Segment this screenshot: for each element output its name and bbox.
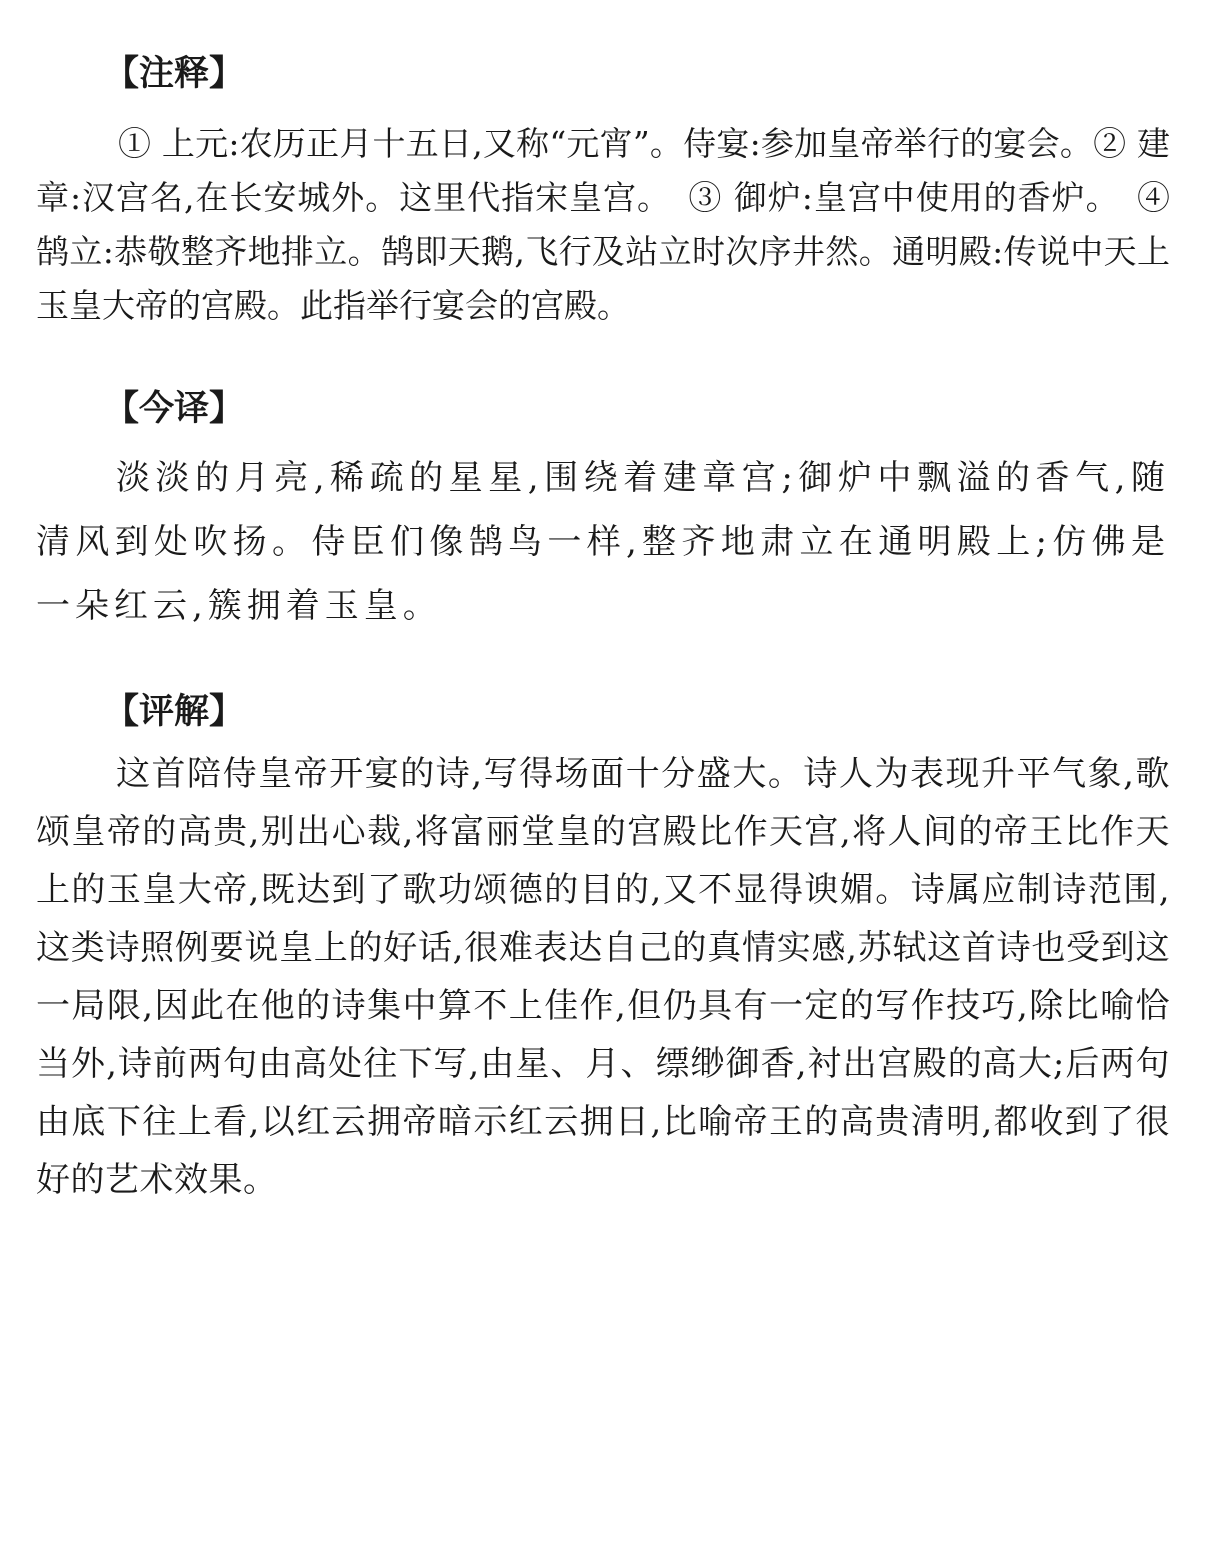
commentary-heading: 【评解】 xyxy=(104,691,245,732)
translation-section xyxy=(36,388,1170,638)
notes-text: ① 上元:农历正月十五日,又称“元宵”。侍宴:参加皇帝举行的宴会。② 建章:汉宫名,在长安城外。这里代指宋皇宫。 ③ 御炉:皇宫中使用的香炉。 ④ 鹄立:恭敬整齐地排立。鹄即天鹅,飞行及站立时次序井然。通明殿:传说中天上玉皇大帝的宫殿。此指举行宴会的宫殿。 xyxy=(36,124,1170,325)
notes-section xyxy=(36,53,1170,333)
commentary-section xyxy=(36,691,1170,1209)
document-page xyxy=(36,53,1170,1209)
translation-heading: 【今译】 xyxy=(104,388,245,429)
commentary-text: 这首陪侍皇帝开宴的诗,写得场面十分盛大。诗人为表现升平气象,歌颂皇帝的高贵,别出心裁,将富丽堂皇的宫殿比作天宫,将人间的帝王比作天上的玉皇大帝,既达到了歌功颂德的目的,又不显得谀媚。诗属应制诗范围,这类诗照例要说皇上的好话,很难表达自己的真情实感,苏轼这首诗也受到这一局限,因此在他的诗集中算不上佳作,但仍具有一定的写作技巧,除比喻恰当外,诗前两句由高处往下写,由星、月、缥缈御香,衬出宫殿的高大;后两句由底下往上看,以红云拥帝暗示红云拥日,比喻帝王的高贵清明,都收到了很好的艺术效果。 xyxy=(36,754,1170,1200)
notes-heading: 【注释】 xyxy=(104,53,245,94)
translation-text: 淡淡的月亮,稀疏的星星,围绕着建章宫;御炉中飘溢的香气,随清风到处吹扬。侍臣们像鹄鸟一样,整齐地肃立在通明殿上;仿佛是一朵红云,簇拥着玉皇。 xyxy=(36,458,1170,626)
